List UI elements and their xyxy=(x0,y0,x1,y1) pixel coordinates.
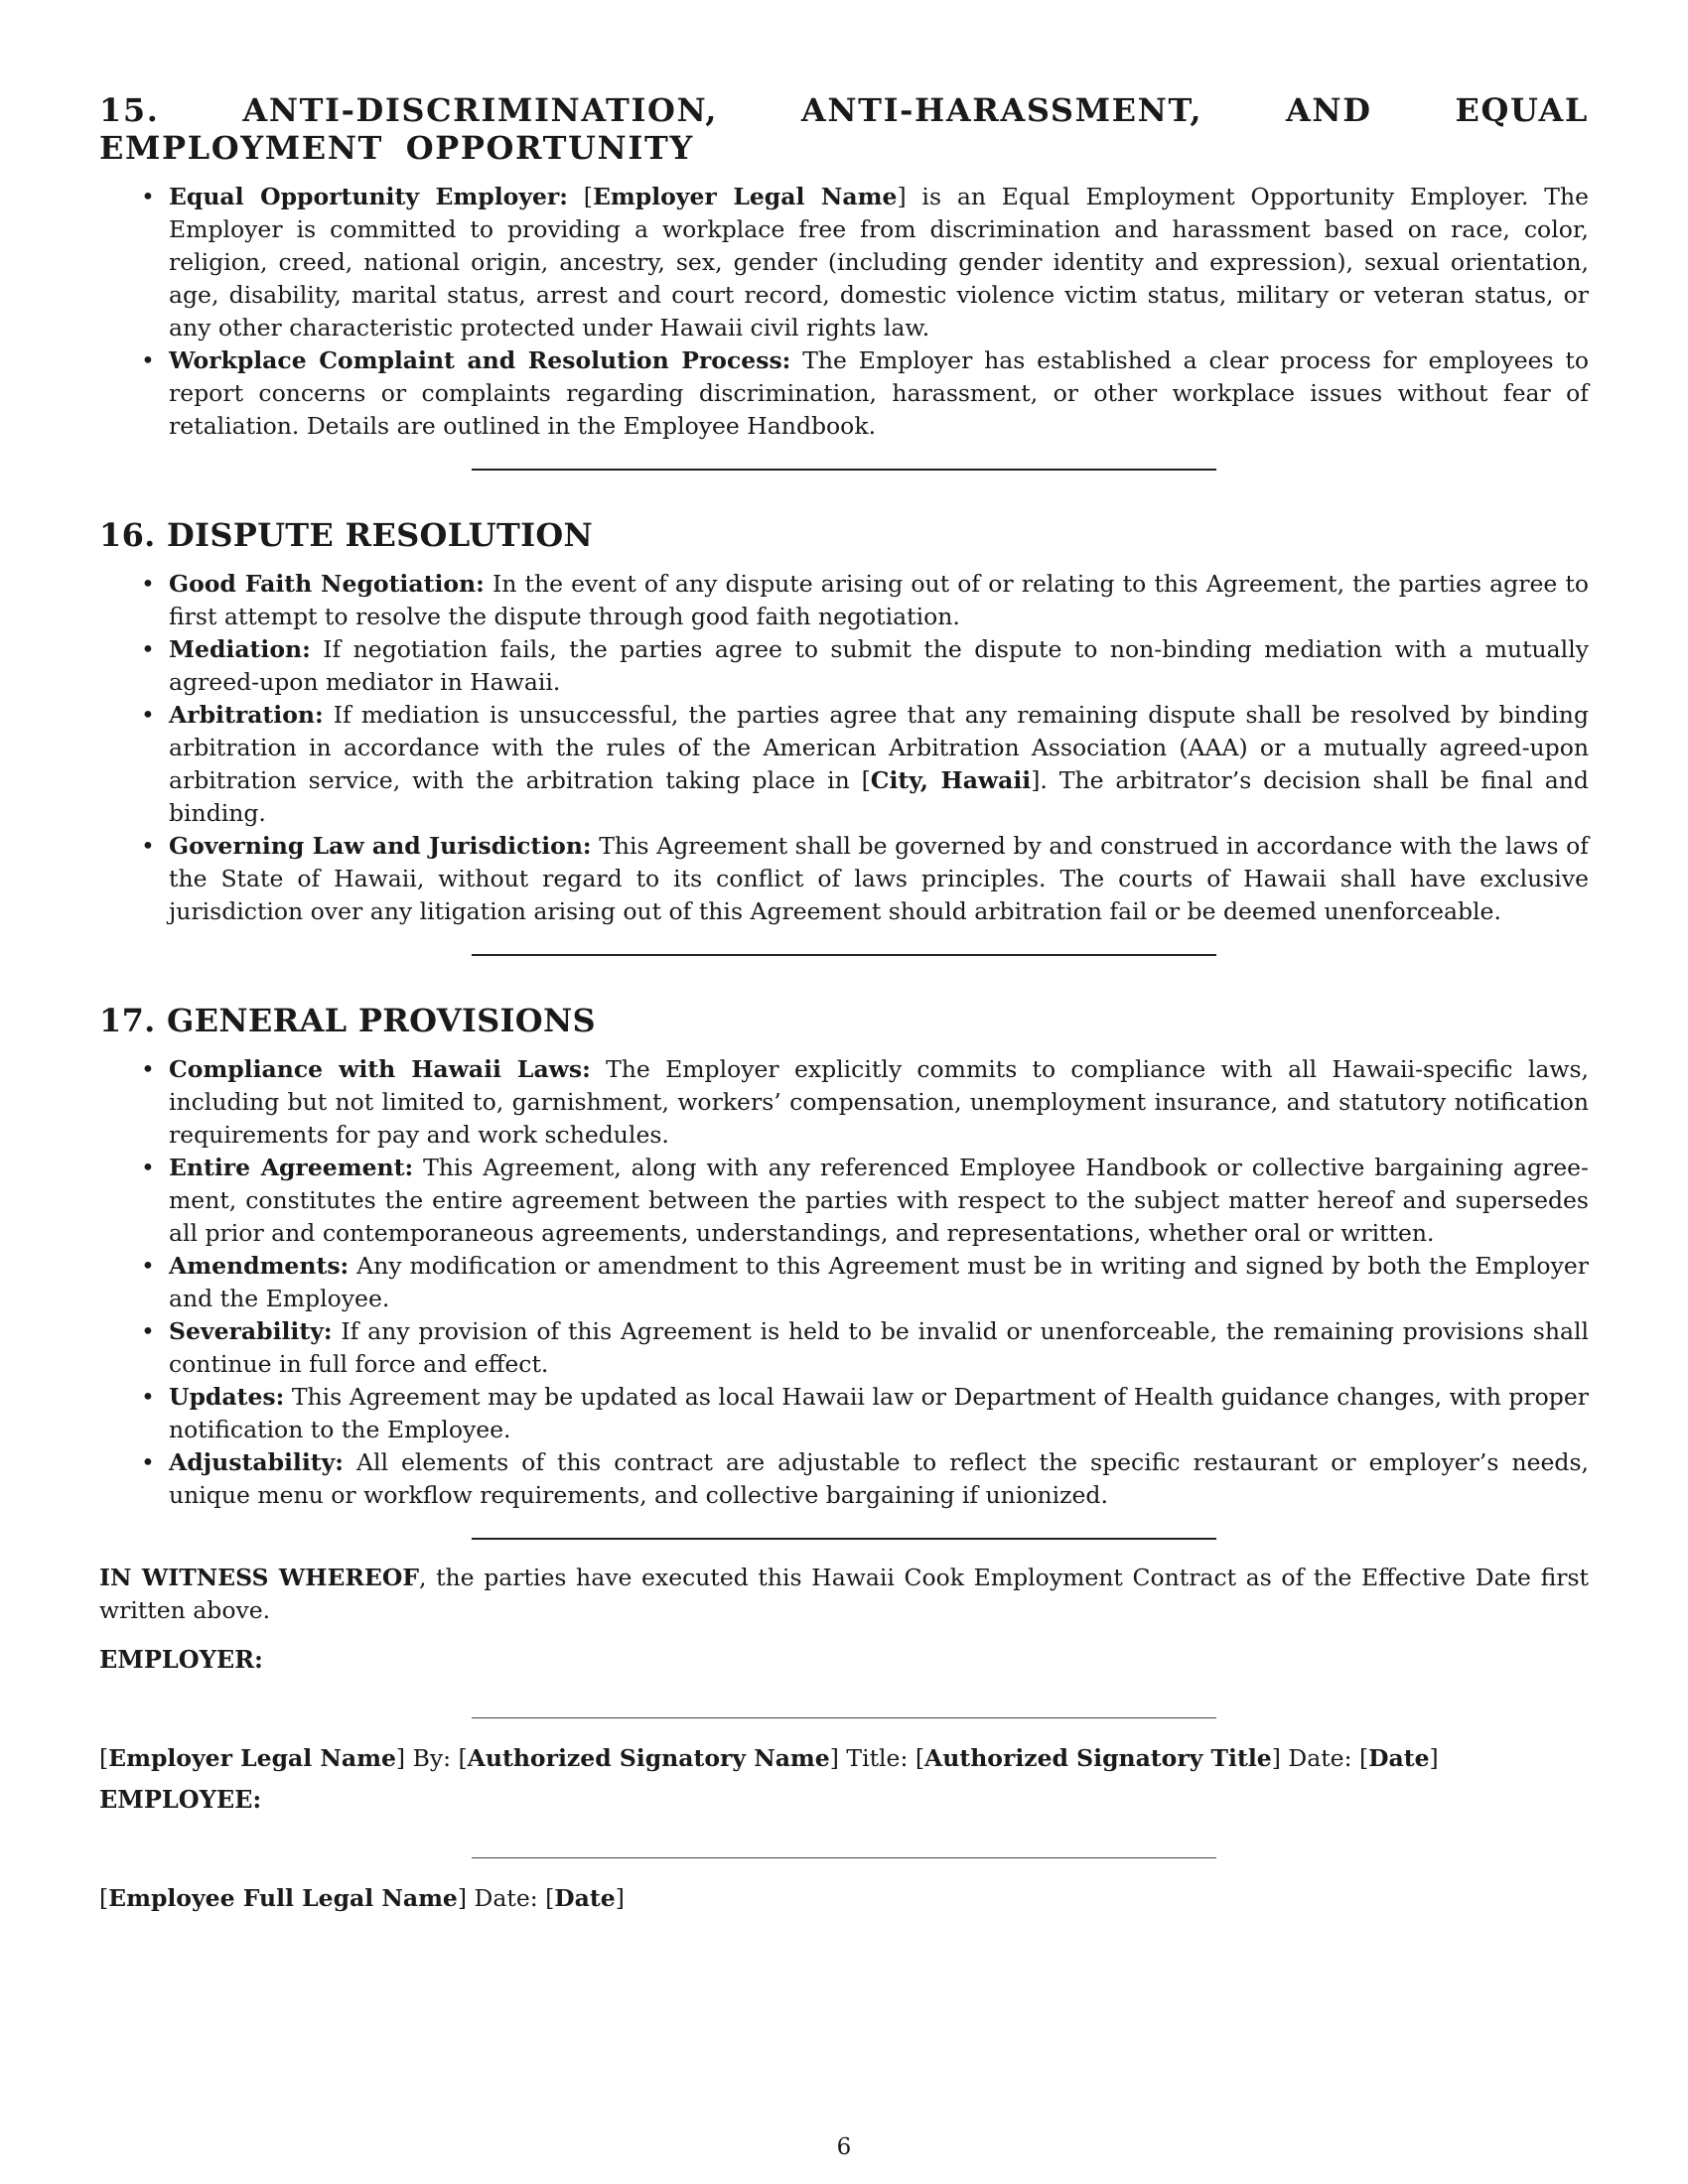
section-divider xyxy=(472,1538,1216,1540)
item-label: Compliance with Hawaii Laws: xyxy=(169,1055,591,1083)
list-item: • Equal Opportunity Employer: [Employer Legal Name] is an Equal Employment Opportunity Employer. The Employer is committed to providing a workplace free from discrimination and harassment based on race, color, religion, creed, national origin, ancestry, sex, gender (including gender identity and expression), sexual orientation, age, disability, marital status, arrest and court record, domestic violence victim status, military or veteran status, or any other characteristic protected under Hawaii civil rights law. xyxy=(169,181,1589,344)
section-divider xyxy=(472,469,1216,471)
list-item: • Adjustability: All elements of this contract are adjustable to reflect the specific restaurant or employer’s needs, unique menu or workflow requirements, and collective bargaining if unionized. xyxy=(169,1446,1589,1512)
section-17-title: 17. GENERAL PROVISIONS xyxy=(99,1002,596,1039)
section-16-list xyxy=(99,568,1589,928)
list-item: • Compliance with Hawaii Laws: The Employer explicitly commits to compliance with all Hawaii-specific laws, including but not limited to, garnishment, workers’ compensation, unemployment insurance, and statutory notification requirements for pay and work schedules. xyxy=(169,1053,1589,1152)
page-number: 6 xyxy=(836,2134,852,2160)
placeholder-employee-date: Date xyxy=(554,1884,616,1912)
section-16-title: 16. DISPUTE RESOLUTION xyxy=(99,516,594,554)
section-15-list xyxy=(99,181,1589,443)
list-item: • Updates: This Agreement may be updated as local Hawaii law or Department of Health guidance changes, with proper notification to the Employee. xyxy=(169,1381,1589,1446)
item-label: Good Faith Negotiation: xyxy=(169,570,485,598)
placeholder-employer-date: Date xyxy=(1368,1744,1430,1772)
item-label: Equal Opportunity Employer: xyxy=(169,183,568,210)
item-label: Updates: xyxy=(169,1383,285,1411)
section-15-title: 15. ANTI-DISCRIMINATION, ANTI-HARASSMENT, AND EQUAL EMPLOYMENT OPPORTUNITY xyxy=(99,91,1589,167)
item-label: Mediation: xyxy=(169,635,311,663)
list-item: • Workplace Complaint and Resolution Process: The Employer has established a clear process for employees to report concerns or complaints regarding discrimination, harassment, or other workplace issues without fear of retaliation. Details are outlined in the Employee Handbook. xyxy=(169,344,1589,443)
list-item: • Severability: If any provision of this Agreement is held to be invalid or unenforceable, the remaining provisions shall continue in full force and effect. xyxy=(169,1315,1589,1381)
item-label: Workplace Complaint and Resolution Process: xyxy=(169,346,791,374)
list-item: • Good Faith Negotiation: In the event of any dispute arising out of or relating to this Agreement, the parties agree to first attempt to resolve the dispute through good faith negotiation. xyxy=(169,568,1589,633)
placeholder-city: City, Hawaii xyxy=(870,766,1032,794)
item-label: Entire Agreement: xyxy=(169,1154,414,1181)
employer-signature-block: [Employer Legal Name] By: [Authorized Signatory Name] Title: [Authorized Signatory Title] Date: [Date] xyxy=(99,1744,1439,1772)
document-page xyxy=(99,91,1589,1915)
section-17-list xyxy=(99,1053,1589,1512)
employee-signature-line xyxy=(472,1857,1216,1858)
placeholder-employer-name: Employer Legal Name xyxy=(592,183,898,210)
placeholder-employee-legal-name: Employee Full Legal Name xyxy=(108,1884,458,1912)
placeholder-employer-legal-name: Employer Legal Name xyxy=(108,1744,396,1772)
list-item: • Governing Law and Jurisdiction: This Agreement shall be governed by and construed in accordance with the laws of the State of Hawaii, without regard to its conflict of laws principles. The courts of Hawaii shall have exclusive jurisdiction over any litigation arising out of this Agreement should arbitration fail or be deemed unenforceable. xyxy=(169,830,1589,928)
list-item: • Arbitration: If mediation is unsuccessful, the parties agree that any remaining dispute shall be resolved by binding arbitration in accordance with the rules of the American Arbitration Association (AAA) or a mutually agreed-upon arbitration service, with the arbitration taking place in [City, Hawaii]. The arbitrator’s decision shall be final and binding. xyxy=(169,699,1589,830)
witness-lead: IN WITNESS WHEREOF xyxy=(99,1564,419,1591)
witness-paragraph: IN WITNESS WHEREOF, the parties have executed this Hawaii Cook Employment Contract as of the Effective Date first written above. xyxy=(99,1564,1589,1624)
employer-signature-line xyxy=(472,1717,1216,1718)
item-label: Arbitration: xyxy=(169,701,324,729)
employee-signature-block: [Employee Full Legal Name] Date: [Date] xyxy=(99,1884,625,1912)
item-label: Adjustability: xyxy=(169,1448,344,1476)
list-item: • Mediation: If negotiation fails, the parties agree to submit the dispute to non-binding mediation with a mutually agreed-upon mediator in Hawaii. xyxy=(169,633,1589,699)
employee-heading: EMPLOYEE: xyxy=(99,1785,262,1814)
list-item: • Entire Agreement: This Agreement, along with any referenced Employee Handbook or collective bargaining agree-ment, constitutes the entire agreement between the parties with respect to the subject matter hereof and supersedes all prior and contemporaneous agreements, understandings, and representations, whether oral or written. xyxy=(169,1152,1589,1250)
employer-heading: EMPLOYER: xyxy=(99,1645,263,1674)
section-divider xyxy=(472,954,1216,956)
item-label: Governing Law and Jurisdiction: xyxy=(169,832,592,860)
placeholder-signatory-name: Authorized Signatory Name xyxy=(467,1744,830,1772)
item-label: Amendments: xyxy=(169,1252,350,1280)
placeholder-signatory-title: Authorized Signatory Title xyxy=(924,1744,1272,1772)
list-item: • Amendments: Any modification or amendment to this Agreement must be in writing and signed by both the Employer and the Employee. xyxy=(169,1250,1589,1315)
item-label: Severability: xyxy=(169,1317,333,1345)
